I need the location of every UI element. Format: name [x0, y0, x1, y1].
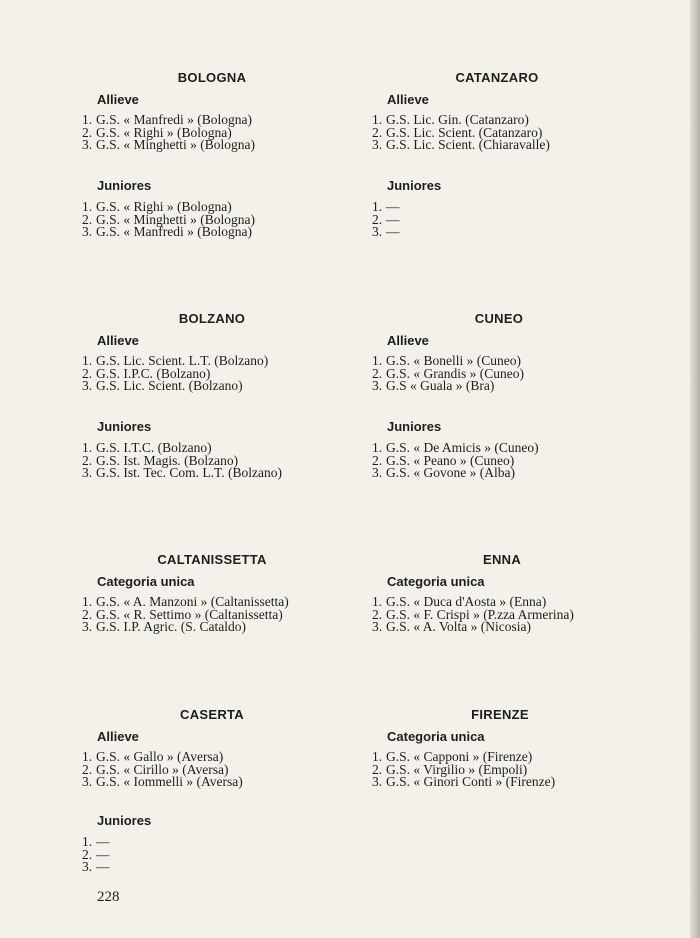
section-bologna: [82, 70, 352, 240]
section-title: CALTANISSETTA: [157, 552, 267, 567]
section-caltanissetta: [82, 552, 352, 642]
category-heading: Allieve: [97, 333, 139, 348]
list-item: 2. —: [82, 846, 110, 862]
list-item: 3. G.S. I.P. Agric. (S. Cataldo): [82, 619, 246, 634]
list-item: 1. —: [82, 834, 110, 849]
list-item: 3. G.S. « Minghetti » (Bologna): [82, 137, 255, 152]
list-item: 3. —: [372, 224, 400, 239]
ranking-list: [372, 114, 550, 152]
ranking-list: [372, 355, 524, 393]
category-heading: Juniores: [387, 419, 442, 434]
section-title: CATANZARO: [455, 70, 539, 85]
list-item: 1. G.S. I.T.C. (Bolzano): [82, 440, 212, 455]
section-firenze: [372, 707, 642, 797]
section-caserta: [82, 707, 352, 877]
list-item: 2. G.S. « Cirillo » (Aversa): [82, 761, 229, 777]
list-item: 1. G.S. « Gallo » (Aversa): [82, 749, 224, 764]
section-title: FIRENZE: [471, 707, 529, 722]
list-item: 1. G.S. « Duca d'Aosta » (Enna): [372, 594, 547, 609]
section-cuneo: [372, 311, 642, 481]
category-heading: Allieve: [97, 92, 139, 107]
list-item: 1. G.S. « Capponi » (Firenze): [372, 749, 533, 764]
list-item: 1. G.S. « A. Manzoni » (Caltanissetta): [82, 594, 289, 609]
list-item: 3. G.S. « Manfredi » (Bologna): [82, 224, 252, 239]
ranking-list: [372, 201, 400, 239]
section-title: CUNEO: [474, 311, 524, 326]
page-edge: [690, 0, 700, 938]
category-heading: Categoria unica: [387, 729, 485, 744]
list-item: 2. G.S. « Virgilio » (Empoli): [372, 761, 528, 777]
list-item: 1. G.S. « Bonelli » (Cuneo): [372, 353, 521, 368]
list-item: 2. G.S. Lic. Scient. (Catanzaro): [372, 124, 543, 140]
ranking-list: [82, 355, 268, 393]
list-item: 2. —: [372, 211, 400, 227]
ranking-list: [82, 751, 243, 789]
section-title: CASERTA: [180, 707, 244, 722]
section-title: BOLOGNA: [177, 70, 247, 85]
ranking-list: [372, 751, 555, 789]
page-number: 228: [97, 889, 120, 905]
list-item: 1. G.S. Lic. Gin. (Catanzaro): [372, 112, 529, 127]
list-item: 3. G.S. « Ginori Conti » (Firenze): [372, 774, 556, 789]
list-item: 2. G.S. « Peano » (Cuneo): [372, 452, 515, 468]
list-item: 2. G.S. « Righi » (Bologna): [82, 124, 232, 140]
list-item: 3. G.S. Lic. Scient. (Chiaravalle): [372, 137, 550, 152]
list-item: 2. G.S. « Minghetti » (Bologna): [82, 211, 255, 227]
list-item: 1. G.S. Lic. Scient. L.T. (Bolzano): [82, 353, 269, 368]
category-heading: Allieve: [387, 92, 429, 107]
category-heading: Juniores: [97, 178, 152, 193]
ranking-list: [372, 596, 574, 634]
ranking-list: [82, 442, 282, 480]
ranking-list: [372, 442, 539, 480]
list-item: 1. G.S. « Righi » (Bologna): [82, 199, 232, 214]
list-item: 3. G.S. « A. Volta » (Nicosia): [372, 619, 531, 634]
list-item: 2. G.S. « F. Crispi » (P.zza Armerina): [372, 606, 574, 622]
ranking-list: [82, 596, 289, 634]
list-item: 3. G.S « Guala » (Bra): [372, 378, 495, 393]
list-item: 1. G.S. « Manfredi » (Bologna): [82, 112, 252, 127]
category-heading: Categoria unica: [387, 574, 485, 589]
section-enna: [372, 552, 642, 642]
list-item: 1. —: [372, 199, 400, 214]
list-item: 3. G.S. Lic. Scient. (Bolzano): [82, 378, 243, 393]
ranking-list: [82, 836, 110, 874]
list-item: 1. G.S. « De Amicis » (Cuneo): [372, 440, 539, 455]
category-heading: Allieve: [387, 333, 429, 348]
list-item: 2. G.S. Ist. Magis. (Bolzano): [82, 452, 239, 468]
ranking-list: [82, 114, 255, 152]
list-item: 3. G.S. « Govone » (Alba): [372, 465, 515, 480]
list-item: 3. G.S. « Iommelli » (Aversa): [82, 774, 243, 789]
section-title: BOLZANO: [178, 311, 246, 326]
section-title: ENNA: [482, 552, 522, 567]
category-heading: Allieve: [97, 729, 139, 744]
category-heading: Juniores: [387, 178, 442, 193]
category-heading: Juniores: [97, 813, 152, 828]
list-item: 3. —: [82, 859, 110, 874]
list-item: 2. G.S. « R. Settimo » (Caltanissetta): [82, 606, 283, 622]
list-item: 3. G.S. Ist. Tec. Com. L.T. (Bolzano): [82, 465, 283, 480]
section-bolzano: [82, 311, 352, 481]
list-item: 2. G.S. I.P.C. (Bolzano): [82, 365, 211, 381]
list-item: 2. G.S. « Grandis » (Cuneo): [372, 365, 524, 381]
section-catanzaro: [372, 70, 642, 240]
category-heading: Juniores: [97, 419, 152, 434]
ranking-list: [82, 201, 255, 239]
category-heading: Categoria unica: [97, 574, 195, 589]
